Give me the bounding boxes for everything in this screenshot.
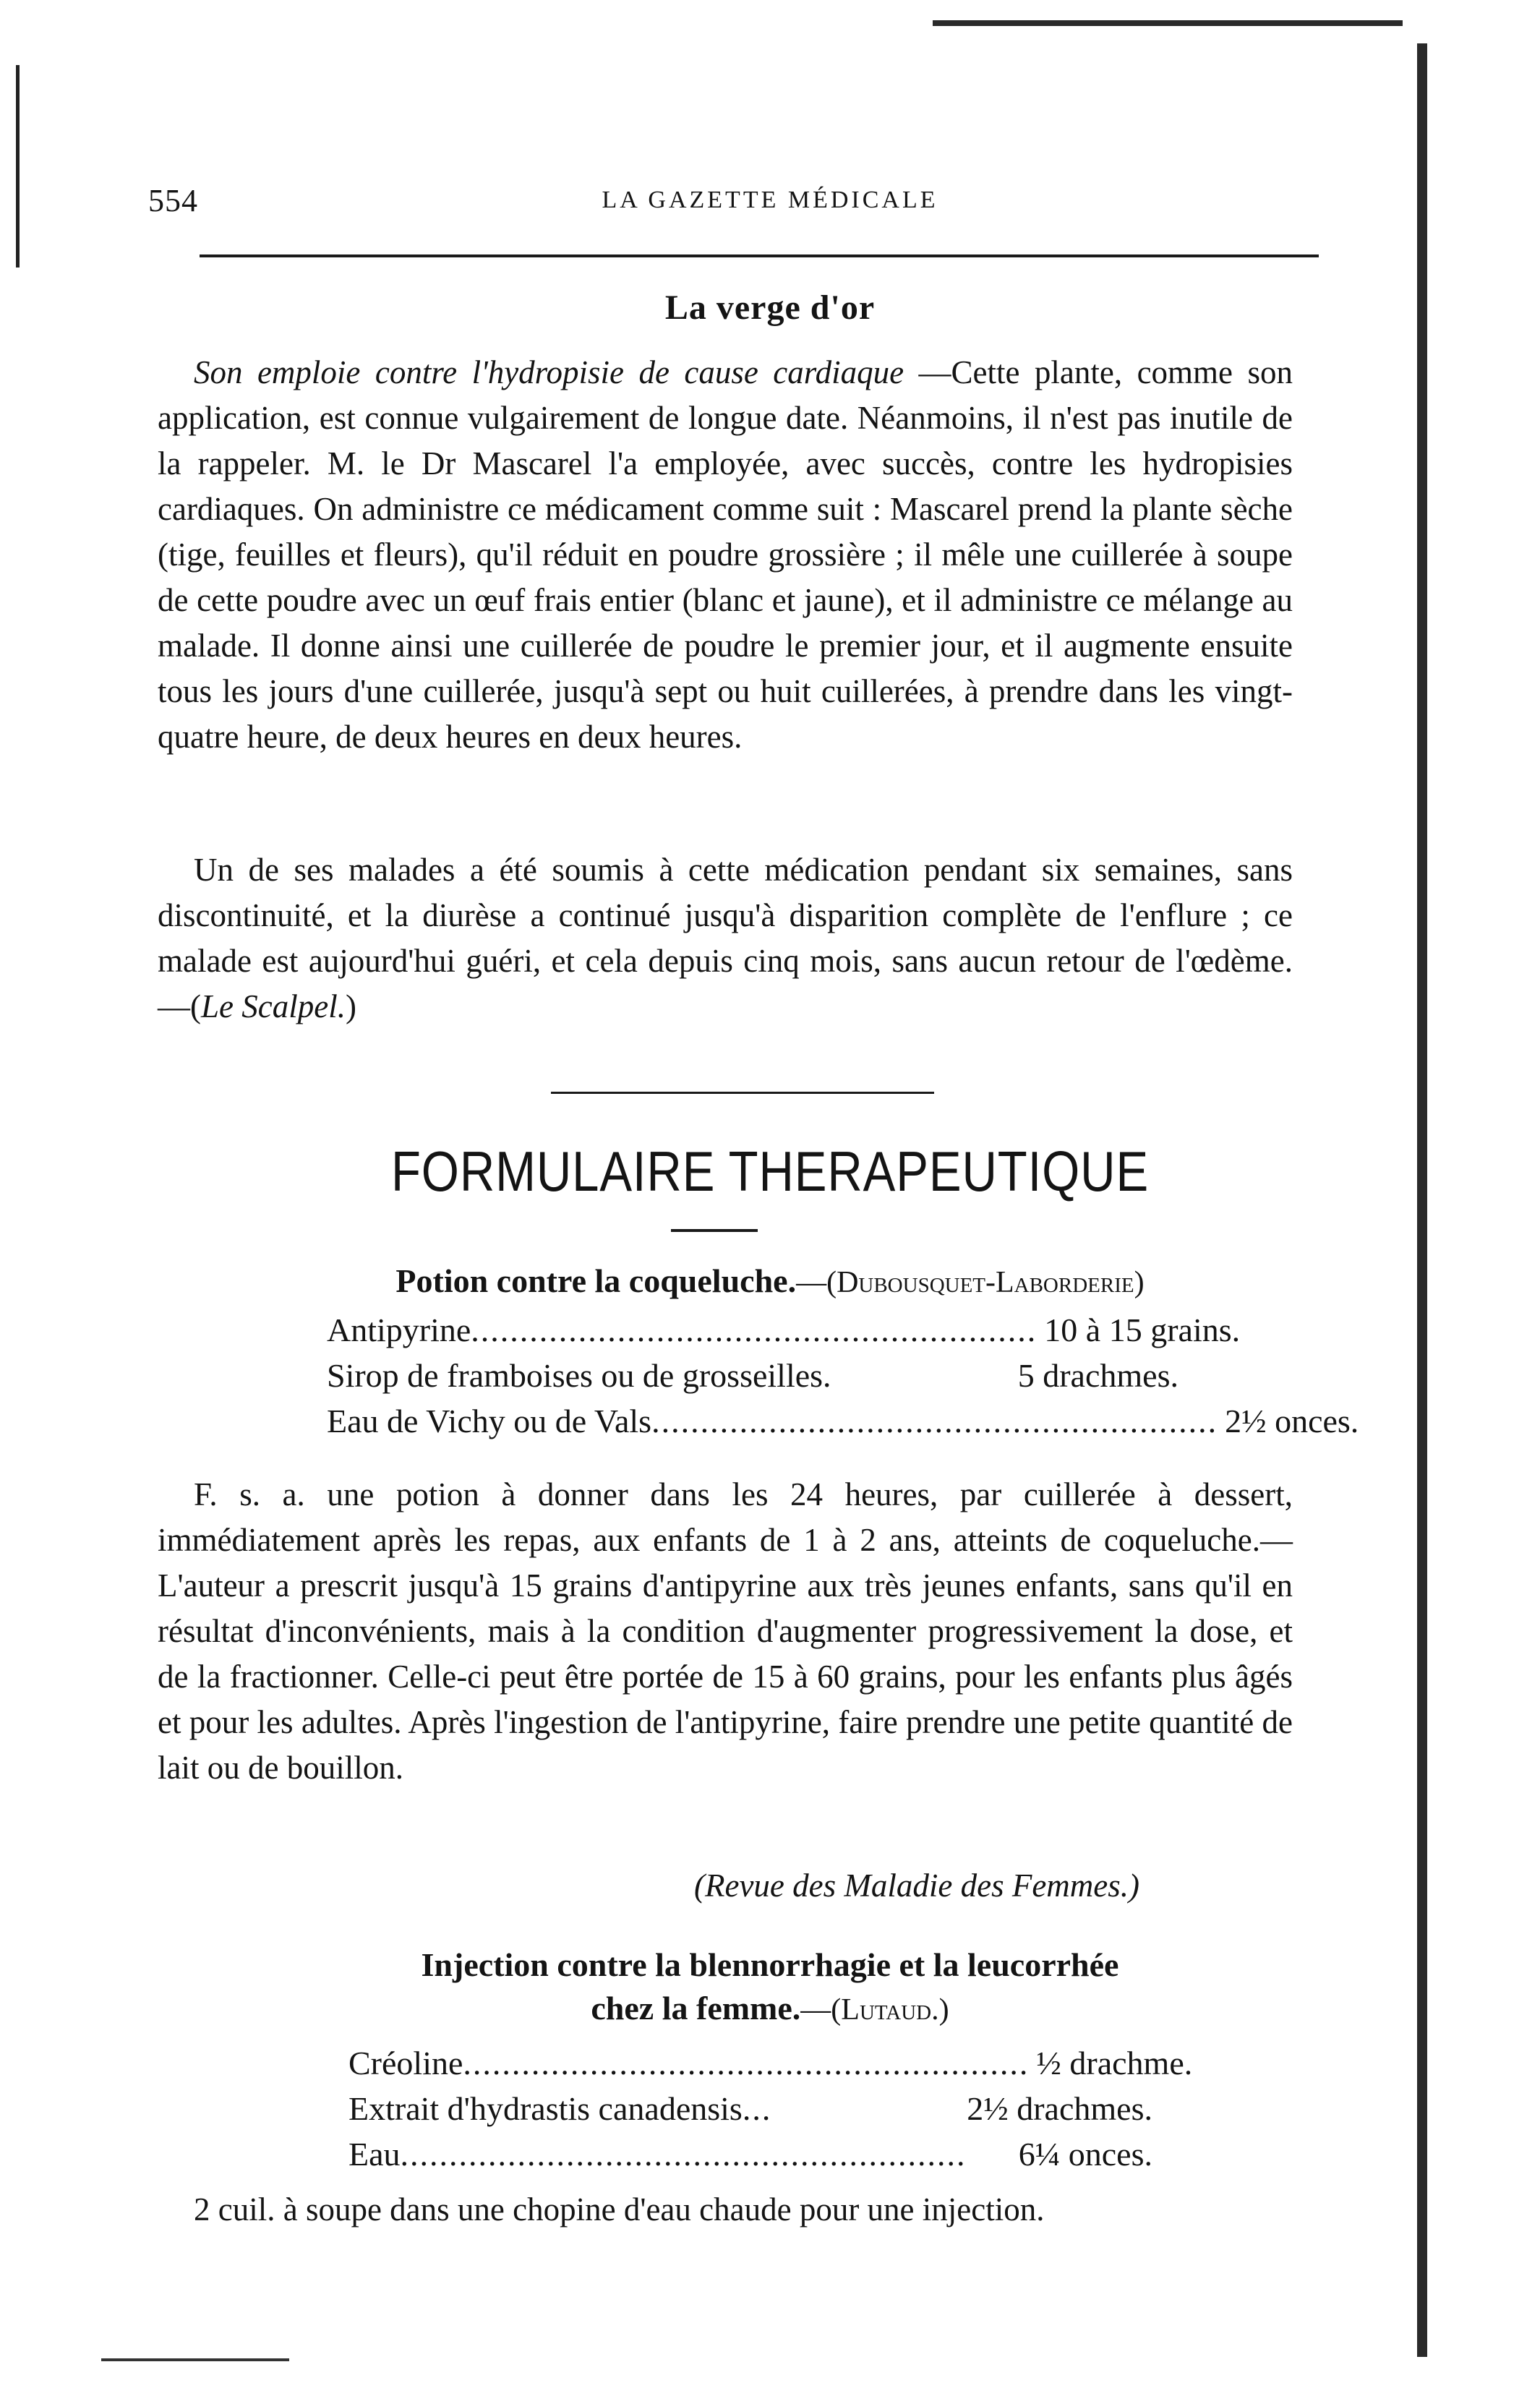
page-number: 554 [148,183,198,218]
injection-title-line1: Injection contre la blennorrhagie et la leucorrhée [421,1946,1119,1983]
scan-edge-top [933,20,1403,26]
verge-source-close: ) [345,988,356,1024]
injection-instructions: 2 cuil. à soupe dans une chopine d'eau chaude pour une injection. [194,2191,1045,2227]
verge-body-1: —Cette plante, comme son application, est connue vulgairement de longue date. Néanmoins, il n'est pas inutile de la rappeler. M. le Dr Mascarel l'a employée, avec succès, contre les hydropisies cardiaques. On administre ce médicament comme suit : Mascarel prend la plante sèche (tige, feuilles et fleurs), qu'il réduit en poudre grossière ; il mêle une cuillerée à soupe de cette poudre avec un œuf frais entier (blanc et jaune), et il administre ce mélange au malade. Il donne ainsi une cuillerée de poudre le premier jour, et il augmente ensuite tous les jours d'une cuillerée, jusqu'à sept ou huit cuillerées, à prendre dans les vingt-quatre heure, de deux heures en deux heures. [158,354,1293,755]
prescription-row [327,1307,1241,1353]
injection-title-line2: chez la femme. [591,1990,801,2027]
ingredient-name: Extrait d'hydrastis canadensis [348,2090,743,2127]
ingredient-name: Eau de Vichy ou de Vals [327,1403,652,1439]
verge-body-2: Un de ses malades a été soumis à cette médication pendant six semaines, sans discontinuité, et la diurèse a continué jusqu'à disparition complète de l'enflure ; ce malade est aujourd'hui guéri, et cela depuis cinq mois, sans aucun retour de l'œdème.—( [158,852,1293,1024]
leader-dots: .......................................................... [471,1311,1038,1348]
verge-source: Le Scalpel. [201,988,346,1024]
prescription-row [348,2086,1152,2131]
potion-title [0,1259,1540,1304]
formulaire-underline [671,1229,758,1232]
ingredient-qty: 6¼ onces. [1018,2136,1152,2173]
leader-dots: .......................................................... [463,2045,1030,2081]
prescription-row [327,1353,1178,1398]
potion-paragraph: F. s. a. une potion à donner dans les 24 heures, par cuillerée à dessert, immédiatement après les repas, aux enfants de 1 à 2 ans, atteints de coqueluche.—L'auteur a prescrit jusqu'à 15 grains d'antipyrine aux très jeunes enfants, sans qu'il en résultat d'inconvénients, mais à la condition d'augmenter progressivement la dose, et de la fractionner. Celle-ci peut être portée de 15 à 60 grains, pour les enfants plus âgés et pour les adultes. Après l'ingestion de l'antipyrine, faire prendre une petite quantité de lait ou de bouillon. [158,1476,1293,1786]
ingredient-name: Créoline [348,2045,463,2081]
leader-dots: .......................................................... [651,1403,1218,1439]
verge-paragraph-1 [158,350,1293,760]
verge-subtitle: Son emploie contre l'hydropisie de cause cardiaque [194,354,904,390]
scan-edge-left [16,65,20,268]
injection-title [0,1943,1540,2032]
section-title-verge-dor: La verge d'or [664,288,876,327]
prescription-row [348,2040,1193,2086]
ingredient-name: Antipyrine [327,1311,471,1348]
potion-source: (Revue des Maladie des Femmes.) [694,1867,1140,1904]
ingredient-qty: 2½ onces. [1225,1403,1359,1439]
potion-title-text: Potion contre la coqueluche. [395,1262,797,1299]
ingredient-qty: 2½ drachmes. [967,2090,1152,2127]
running-title: LA GAZETTE MÉDICALE [602,187,938,213]
ingredient-qty: ½ drachme. [1036,2045,1193,2081]
verge-paragraph-2 [158,847,1293,1030]
prescription-row [327,1398,1359,1444]
leader-dots: .......................................................... [400,2136,967,2173]
ingredient-qty: 5 drachmes. [1017,1357,1178,1394]
ingredient-qty: 10 à 15 grains. [1044,1311,1241,1348]
injection-prescription [348,2040,1193,2177]
scan-edge-bottom [101,2358,289,2361]
header-rule [200,254,1319,257]
leader-dots: ... [742,2090,772,2127]
potion-author: —(Dubousquet-Laborderie) [796,1266,1145,1299]
injection-author: —(Lutaud.) [800,1993,949,2027]
ingredient-name: Sirop de framboises ou de grosseilles. [327,1357,831,1394]
section-divider [551,1092,934,1094]
formulaire-title: FORMULAIRE THERAPEUTIQUE [390,1139,1150,1203]
ingredient-name: Eau [348,2136,401,2173]
potion-prescription [327,1307,1359,1444]
prescription-row [348,2131,1152,2177]
